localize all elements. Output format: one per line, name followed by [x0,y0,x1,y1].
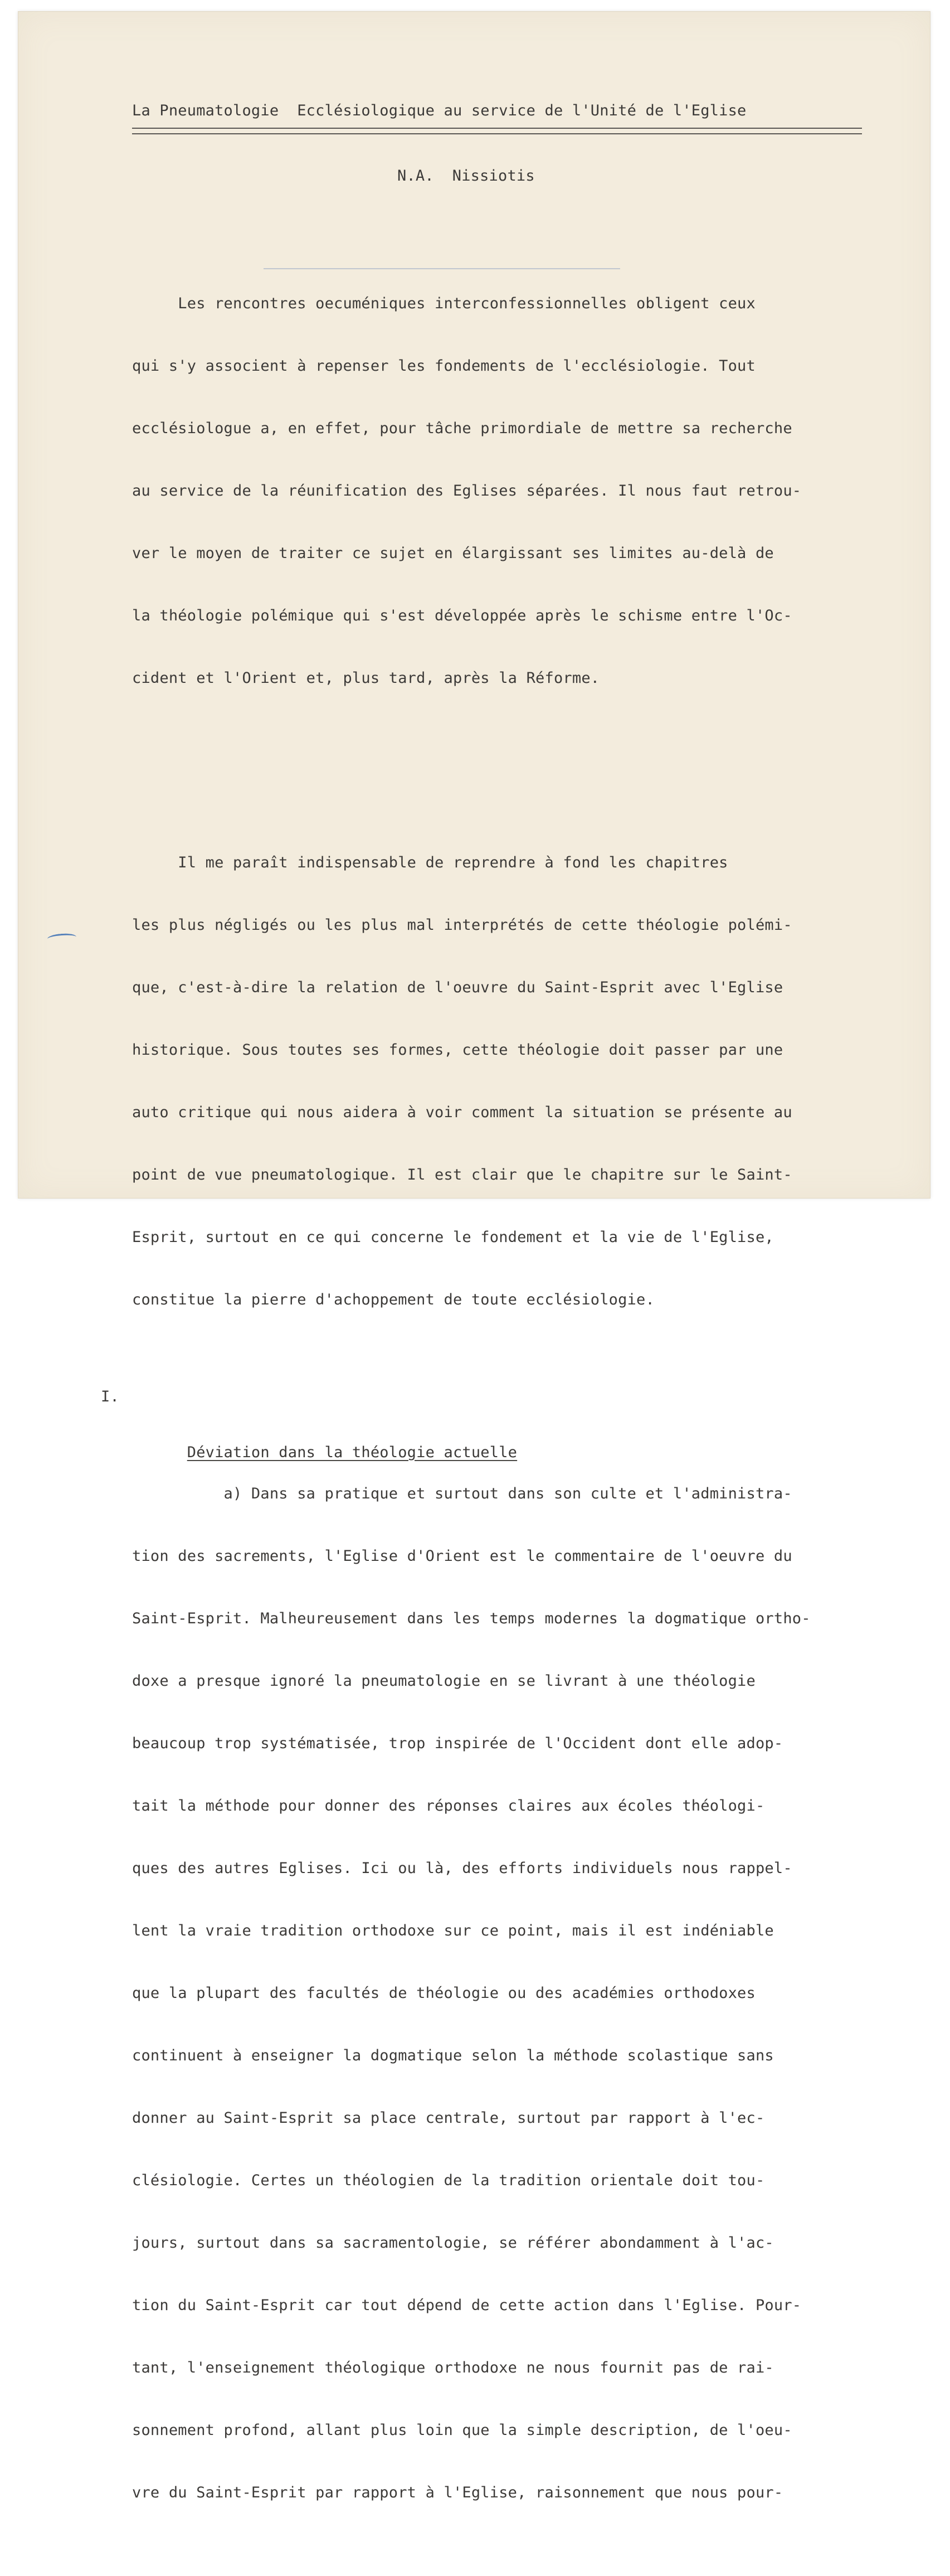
section-heading: Déviation dans la théologie actuelle [187,1444,518,1461]
paragraph-1 [132,255,811,727]
text-line: ecclésiologue a, en effet, pour tâche primordiale de mettre sa recherche [132,420,792,437]
text-line: tait la méthode pour donner des réponses claires aux écoles théologi- [132,1797,765,1815]
text-line: qui s'y associent à repenser les fondements de l'ecclésiologie. Tout [132,357,756,375]
text-line: que, c'est-à-dire la relation de l'oeuvre du Saint-Esprit avec l'Eglise [132,979,783,996]
text-line: lent la vraie tradition orthodoxe sur ce point, mais il est indéniable [132,1922,774,1939]
text-line: tion des sacrements, l'Eglise d'Orient est le commentaire de l'oeuvre du [132,1547,792,1565]
ink-margin-mark [47,933,77,943]
text-line: Il me paraît indispensable de reprendre à fond les chapitres [132,854,728,871]
text-line: ques des autres Eglises. Ici ou là, des efforts individuels nous rappel- [132,1860,792,1877]
text-line: tion du Saint-Esprit car tout dépend de cette action dans l'Eglise. Pour- [132,2297,802,2314]
text-line: jours, surtout dans sa sacramentologie, se référer abondamment à l'ac- [132,2234,774,2252]
text-line: Saint-Esprit. Malheureusement dans les temps modernes la dogmatique ortho- [132,1610,811,1627]
text-line: donner au Saint-Esprit sa place centrale, surtout par rapport à l'ec- [132,2109,765,2127]
text-line: Esprit, surtout en ce qui concerne le fondement et la vie de l'Eglise, [132,1229,774,1246]
section-heading-row [101,1383,811,1461]
text-line: cident et l'Orient et, plus tard, après la Réforme. [132,670,600,687]
text-line: point de vue pneumatologique. Il est clair que le chapitre sur le Saint- [132,1166,792,1183]
text-line: clésiologie. Certes un théologien de la tradition orientale doit tou- [132,2172,765,2189]
text-line: continuent à enseigner la dogmatique selon la méthode scolastique sans [132,2047,774,2064]
text-line: vre du Saint-Esprit par rapport à l'Eglise, raisonnement que nous pour- [132,2484,783,2501]
text-line: au service de la réunification des Eglises séparées. Il nous faut retrou- [132,482,802,499]
text-line: auto critique qui nous aidera à voir comment la situation se présente au [132,1104,792,1121]
text-line: beaucoup trop systématisée, trop inspirée de l'Occident dont elle adop- [132,1735,783,1752]
document-title: La Pneumatologie Ecclésiologique au service de l'Unité de l'Eglise [132,102,747,119]
body-text [101,221,811,2576]
text-line: constitue la pierre d'achoppement de toute ecclésiologie. [132,1291,655,1308]
pencil-underline-mark [264,268,620,269]
author-name: N.A. Nissiotis [397,167,535,185]
section-number: I. [101,1388,119,1405]
text-line: les plus négligés ou les plus mal interprétés de cette théologie polémi- [132,916,792,934]
text-line: ver le moyen de traiter ce sujet en élargissant ses limites au-delà de [132,545,774,562]
paragraph-2 [132,814,811,1348]
text-line: sonnement profond, allant plus loin que la simple description, de l'oeu- [132,2422,792,2439]
paragraph-3 [132,1445,811,2541]
text-line: a) Dans sa pratique et surtout dans son culte et l'administra- [132,1485,792,1502]
text-line: la théologie polémique qui s'est développée après le schisme entre l'Oc- [132,607,792,624]
text-line: tant, l'enseignement théologique orthodoxe ne nous fournit pas de rai- [132,2359,774,2376]
title-double-rule [132,128,862,134]
text-line: Les rencontres oecuméniques interconfessionnelles obligent ceux [132,295,756,312]
text-line: que la plupart des facultés de théologie ou des académies orthodoxes [132,1985,756,2002]
text-line: doxe a presque ignoré la pneumatologie en se livrant à une théologie [132,1672,756,1690]
paragraph-gap [132,761,811,780]
text-line: historique. Sous toutes ses formes, cette théologie doit passer par une [132,1041,783,1059]
typewritten-page [18,11,930,2501]
